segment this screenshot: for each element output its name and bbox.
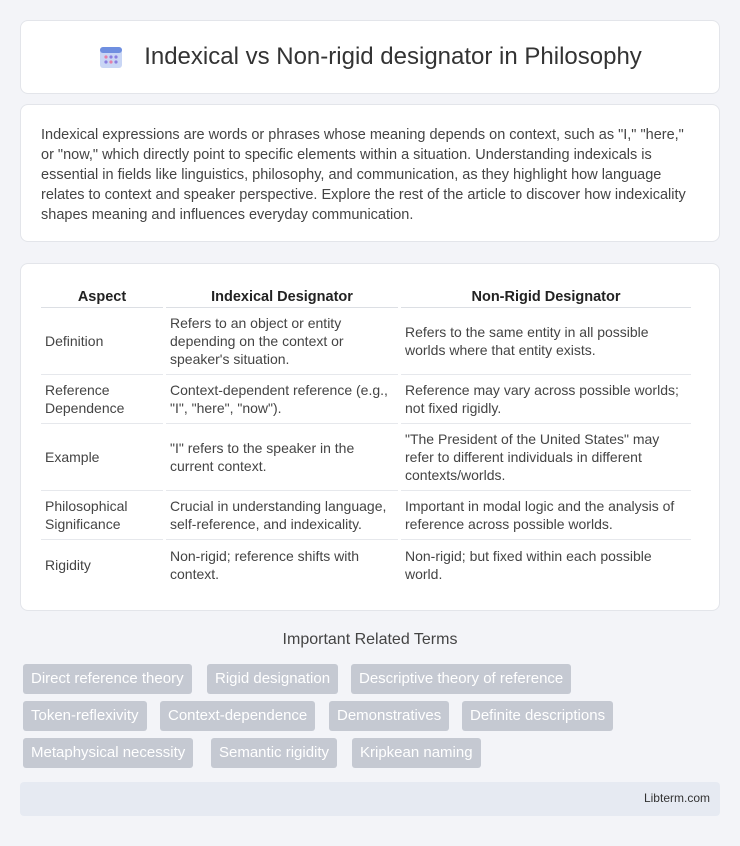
comparison-card — [20, 263, 720, 611]
tag-token-reflexivity[interactable]: Token-reflexivity — [23, 701, 147, 731]
tag-demonstratives[interactable]: Demonstratives — [329, 701, 449, 731]
row-non-rigid: Refers to the same entity in all possible worlds where that entity exists. — [401, 308, 691, 375]
row-indexical: Refers to an object or entity depending on the context or speaker's situation. — [166, 308, 398, 375]
row-non-rigid: "The President of the United States" may refer to different individuals in different contexts/worlds. — [401, 424, 691, 491]
row-aspect: Rigidity — [45, 556, 91, 573]
tag-definite-descriptions[interactable]: Definite descriptions — [462, 701, 613, 731]
row-non-rigid: Reference may vary across possible worlds; not fixed rigidly. — [401, 375, 691, 424]
calendar-grid-icon — [98, 44, 124, 70]
page-title: Indexical vs Non-rigid designator in Philosophy — [144, 43, 642, 70]
related-terms-title: Important Related Terms — [282, 631, 458, 648]
header-non-rigid: Non-Rigid Designator — [401, 284, 691, 308]
row-aspect: Definition — [41, 308, 163, 375]
tag-semantic-rigidity[interactable]: Semantic rigidity — [211, 738, 337, 768]
row-indexical: "I" refers to the speaker in the current context. — [166, 424, 398, 491]
tag-descriptive-theory[interactable]: Descriptive theory of reference — [351, 664, 571, 694]
table-row — [41, 308, 691, 375]
intro-card — [20, 104, 720, 242]
row-indexical: Context-dependent reference (e.g., "I", "here", "now"). — [166, 375, 398, 424]
tag-metaphysical-necessity[interactable]: Metaphysical necessity — [23, 738, 193, 768]
tag-kripkean-naming[interactable]: Kripkean naming — [352, 738, 481, 768]
header-aspect: Aspect — [41, 284, 163, 308]
table-row — [41, 540, 691, 589]
table-header-row — [41, 284, 691, 308]
intro-text: Indexical expressions are words or phrases whose meaning depends on context, such as "I," "here," or "now," which directly point to specific elements within a situation. Understanding indexicals is essential in fields like linguistics, philosophy, and communication, as they highlight how language relates to context and speaker perspective. Explore the rest of the article to discover how indexicality shapes meaning and influences everyday communication. — [41, 127, 686, 223]
header-card — [20, 20, 720, 94]
header-indexical: Indexical Designator — [166, 284, 398, 308]
tag-rigid-designation[interactable]: Rigid designation — [207, 664, 338, 694]
footer-site-link[interactable]: Libterm.com — [643, 791, 710, 805]
row-aspect: Example — [41, 424, 163, 491]
table-row — [41, 491, 691, 540]
row-indexical: Non-rigid; reference shifts with context. — [170, 547, 360, 582]
row-aspect: Reference Dependence — [41, 375, 163, 424]
table-row — [41, 375, 691, 424]
footer — [20, 782, 720, 816]
row-non-rigid: Non-rigid; but fixed within each possible world. — [405, 547, 652, 582]
comparison-table — [38, 284, 694, 589]
row-indexical: Crucial in understanding language, self-reference, and indexicality. — [166, 491, 398, 540]
table-row — [41, 424, 691, 491]
tag-context-dependence[interactable]: Context-dependence — [160, 701, 315, 731]
row-non-rigid: Important in modal logic and the analysis of reference across possible worlds. — [401, 491, 691, 540]
row-aspect: Philosophical Significance — [41, 491, 163, 540]
tag-direct-reference-theory[interactable]: Direct reference theory — [23, 664, 192, 694]
